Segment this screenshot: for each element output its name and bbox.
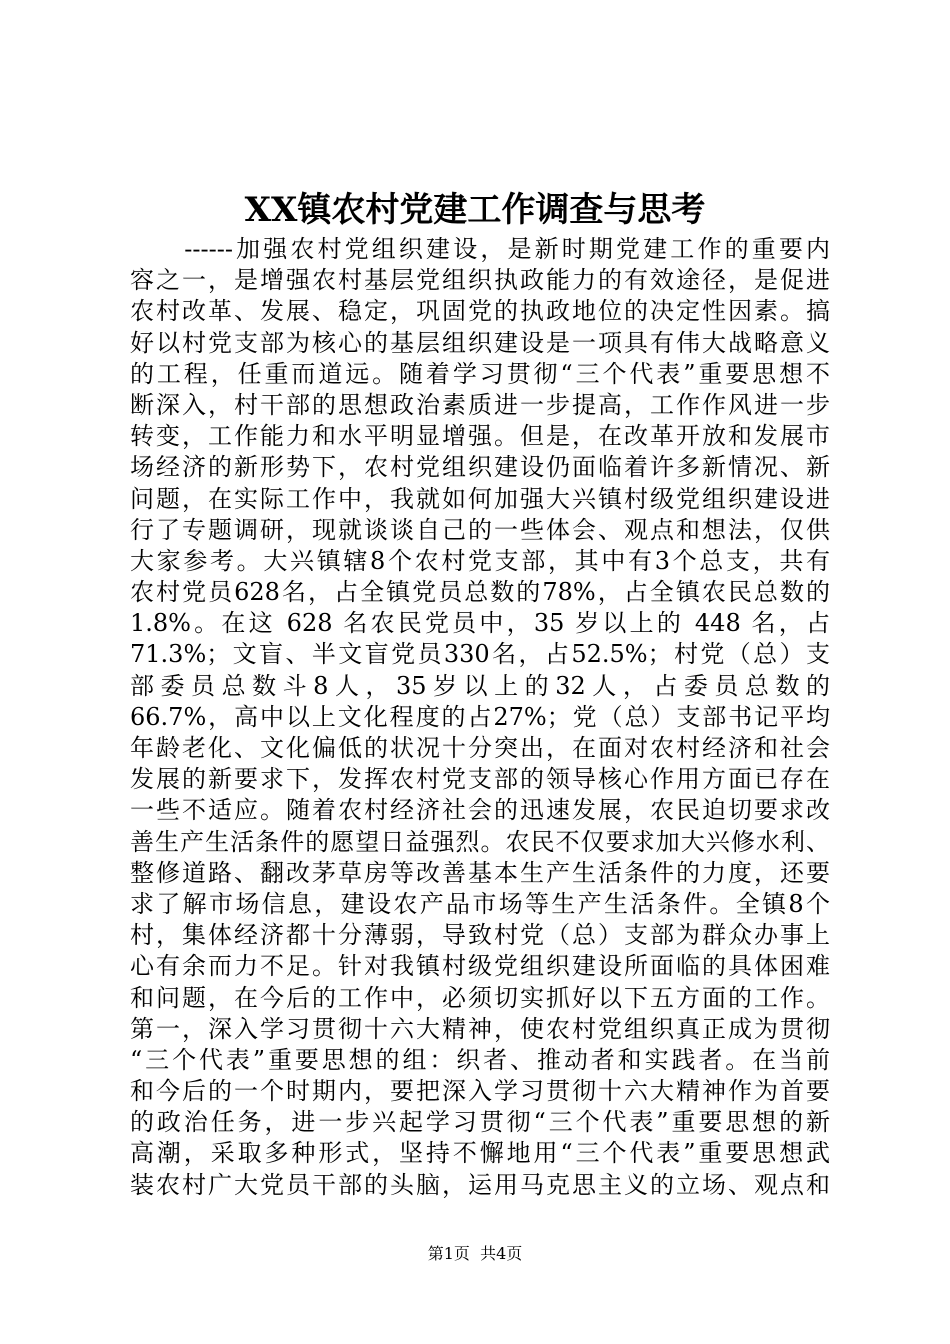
page-number: 第1页	[427, 1244, 470, 1263]
body-line: 第一，深入学习贯彻十六大精神，使农村党组织真正成为贯彻	[130, 1014, 830, 1043]
body-line: 容之一，是增强农村基层党组织执政能力的有效途径，是促进	[130, 266, 830, 295]
body-line: 年龄老化、文化偏低的状况十分突出，在面对农村经济和社会	[130, 734, 830, 762]
body-line: 66.7%，高中以上文化程度的占27%；党（总）支部书记平均	[130, 702, 830, 731]
body-line: 善生产生活条件的愿望日益强烈。农民不仅要求加大兴修水利、	[130, 827, 830, 856]
body-line: 71.3%；文盲、半文盲党员330名，占52.5%；村党（总）支	[130, 640, 830, 669]
body-line: 转变，工作能力和水平明显增强。但是，在改革开放和发展市	[130, 422, 830, 451]
body-line: 大家参考。大兴镇辖8个农村党支部，其中有3个总支，共有	[130, 546, 830, 575]
body-line: 的政治任务，进一步兴起学习贯彻“三个代表”重要思想的新	[130, 1108, 830, 1137]
body-line: 心有余而力不足。针对我镇村级党组织建设所面临的具体困难	[130, 952, 830, 981]
body-line: 部委员总数斗8人，35岁以上的32人，占委员总数的	[130, 671, 830, 700]
page-footer	[0, 1243, 950, 1265]
body-line: 农村改革、发展、稳定，巩固党的执政地位的决定性因素。搞	[130, 297, 830, 326]
body-line: 和问题，在今后的工作中，必须切实抓好以下五方面的工作。	[130, 983, 830, 1012]
document-title: XX镇农村党建工作调查与思考	[244, 190, 706, 230]
body-line: 问题，在实际工作中，我就如何加强大兴镇村级党组织建设进	[130, 484, 830, 513]
body-line: 场经济的新形势下，农村党组织建设仍面临着许多新情况、新	[130, 453, 830, 482]
body-line: 的工程，任重而道远。随着学习贯彻“三个代表”重要思想不	[130, 359, 830, 388]
body-line: ------加强农村党组织建设，是新时期党建工作的重要内	[130, 235, 830, 263]
document-body	[130, 234, 830, 1201]
body-line: 装农村广大党员干部的头脑，运用马克思主义的立场、观点和	[130, 1170, 830, 1199]
body-line: 好以村党支部为核心的基层组织建设是一项具有伟大战略意义	[130, 328, 830, 357]
page-total: 共4页	[480, 1244, 523, 1263]
body-line: 求了解市场信息，建设农产品市场等生产生活条件。全镇8个	[130, 889, 830, 918]
body-line: 农村党员628名，占全镇党员总数的78%，占全镇农民总数的	[130, 578, 830, 607]
body-line: 整修道路、翻改茅草房等改善基本生产生活条件的力度，还要	[130, 858, 830, 887]
body-line: 一些不适应。随着农村经济社会的迅速发展，农民迫切要求改	[130, 796, 830, 825]
body-line: 行了专题调研，现就谈谈自己的一些体会、观点和想法，仅供	[130, 515, 830, 544]
body-line: 断深入，村干部的思想政治素质进一步提高，工作作风进一步	[130, 390, 830, 419]
body-line: 发展的新要求下，发挥农村党支部的领导核心作用方面已存在	[130, 765, 830, 794]
body-line: “三个代表”重要思想的组：织者、推动者和实践者。在当前	[130, 1045, 830, 1074]
body-line: 村，集体经济都十分薄弱，导致村党（总）支部为群众办事上	[130, 921, 830, 950]
body-line: 1.8%。在这 628 名农民党员中，35 岁以上的 448 名，占	[130, 609, 830, 638]
body-line: 和今后的一个时期内，要把深入学习贯彻十六大精神作为首要	[130, 1077, 830, 1106]
body-line: 高潮，采取多种形式，坚持不懈地用“三个代表”重要思想武	[130, 1139, 830, 1168]
